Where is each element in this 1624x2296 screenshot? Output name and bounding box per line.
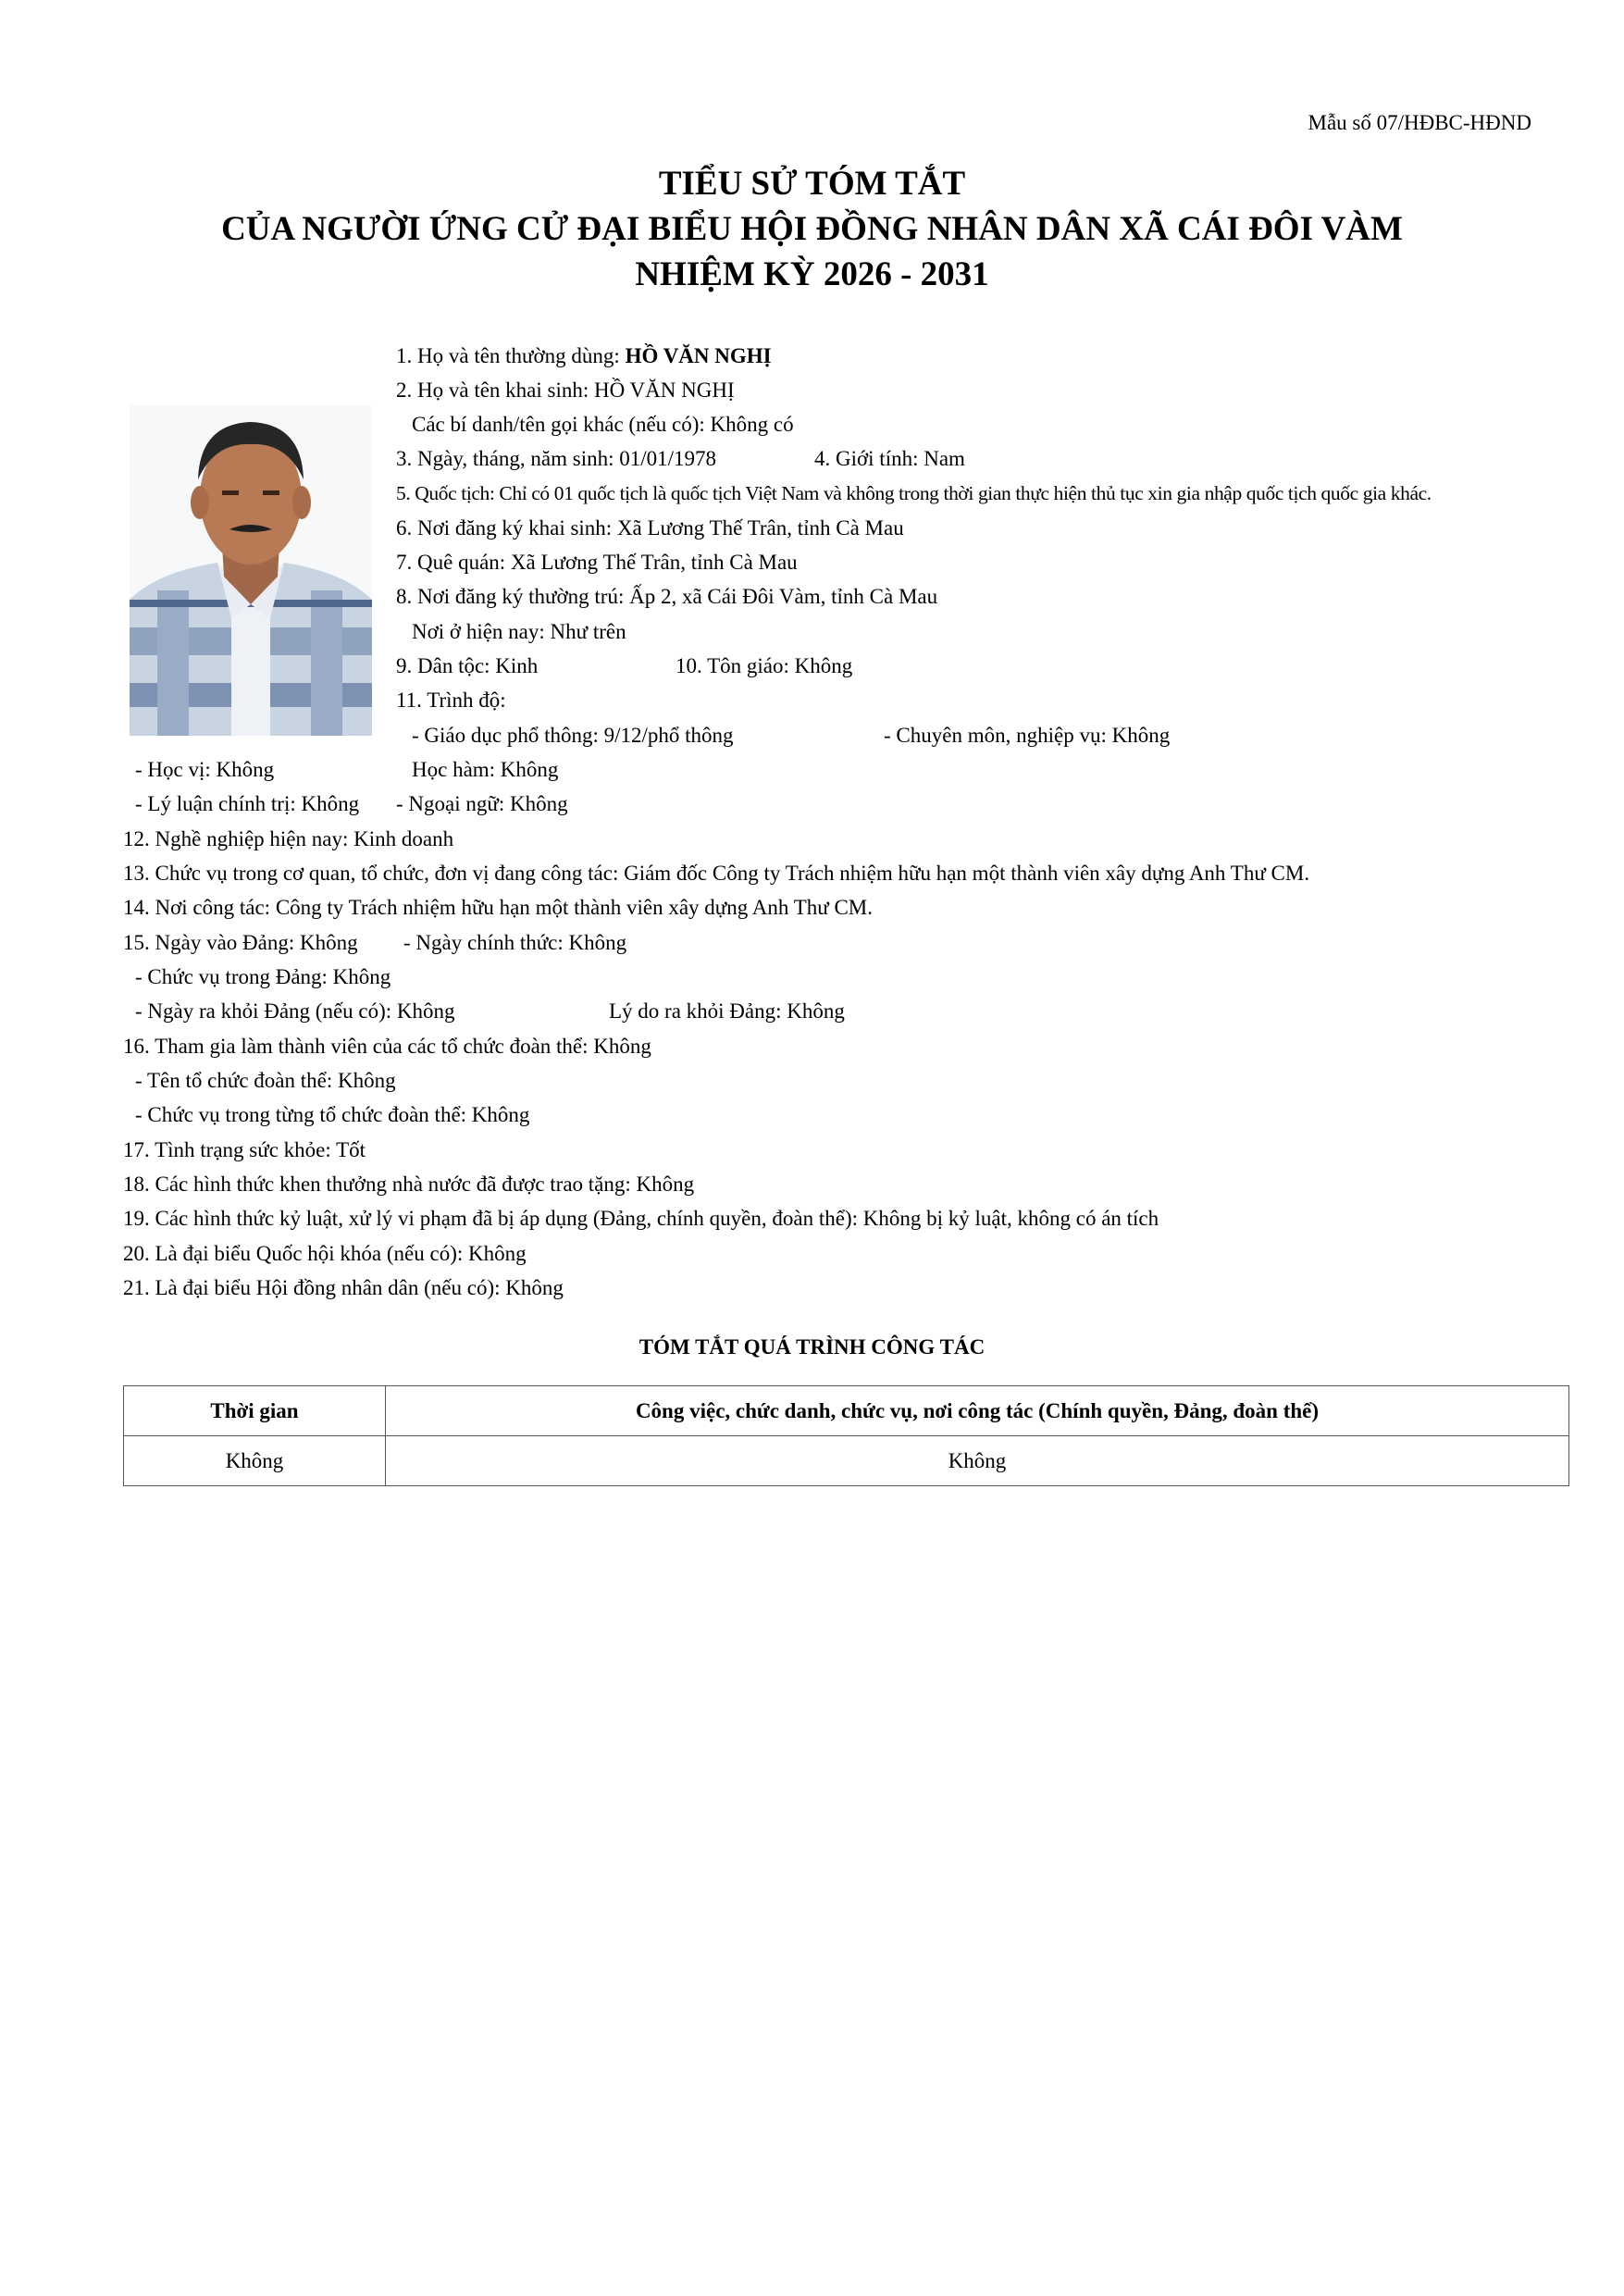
political-theory-line: - Lý luận chính trị: Không xyxy=(135,792,360,815)
academic-title-line: Học hàm: Không xyxy=(412,758,559,781)
religion-line: 10. Tôn giáo: Không xyxy=(676,654,853,677)
candidate-photo xyxy=(130,405,372,736)
column-header-work: Công việc, chức danh, chức vụ, nơi công tác (Chính quyền, Đảng, đoàn thể) xyxy=(386,1386,1569,1436)
awards-line: 18. Các hình thức khen thưởng nhà nước đã được trao tặng: Không xyxy=(123,1173,695,1196)
common-name-line xyxy=(396,344,772,368)
foreign-language-line: - Ngoại ngữ: Không xyxy=(396,792,568,815)
ethnicity-line: 9. Dân tộc: Kinh xyxy=(396,654,539,677)
hometown-line: 7. Quê quán: Xã Lương Thế Trân, tỉnh Cà Mau xyxy=(396,551,798,574)
workplace-line: 14. Nơi công tác: Công ty Trách nhiệm hữu hạn một thành viên xây dựng Anh Thư CM. xyxy=(123,896,873,919)
term-title: NHIỆM KỲ 2026 - 2031 xyxy=(635,255,989,293)
form-number: Mẫu số 07/HĐBC-HĐND xyxy=(1308,111,1531,134)
permanent-residence-line: 8. Nơi đăng ký thường trú: Ấp 2, xã Cái Đôi Vàm, tỉnh Cà Mau xyxy=(396,585,938,608)
current-residence-line: Nơi ở hiện nay: Như trên xyxy=(412,620,626,643)
date-of-birth-line: 3. Ngày, tháng, năm sinh: 01/01/1978 xyxy=(396,447,717,470)
common-name-label: 1. Họ và tên thường dùng: xyxy=(396,344,626,367)
work-history-table xyxy=(123,1385,1569,1486)
position-line: 13. Chức vụ trong cơ quan, tổ chức, đơn vị đang công tác: Giám đốc Công ty Trách nhiệm hữu hạn một thành viên xây dựng Anh Thư CM. xyxy=(123,862,1310,885)
organization-name-line: - Tên tổ chức đoàn thể: Không xyxy=(135,1069,396,1092)
document-subtitle: CỦA NGƯỜI ỨNG CỬ ĐẠI BIỂU HỘI ĐỒNG NHÂN DÂN XÃ CÁI ĐÔI VÀM xyxy=(221,210,1403,248)
occupation-line: 12. Nghề nghiệp hiện nay: Kinh doanh xyxy=(123,827,454,850)
common-name-value: HỒ VĂN NGHỊ xyxy=(625,344,772,367)
gender-line: 4. Giới tính: Nam xyxy=(814,447,965,470)
national-assembly-line: 20. Là đại biểu Quốc hội khóa (nếu có): Không xyxy=(123,1242,527,1265)
table-row xyxy=(124,1436,1569,1486)
discipline-line: 19. Các hình thức kỷ luật, xử lý vi phạm đã bị áp dụng (Đảng, chính quyền, đoàn thể): Không bị kỷ luật, không có án tích xyxy=(123,1207,1159,1230)
peoples-council-line: 21. Là đại biểu Hội đồng nhân dân (nếu có): Không xyxy=(123,1276,564,1299)
party-exit-reason-line: Lý do ra khỏi Đảng: Không xyxy=(609,999,845,1023)
health-line: 17. Tình trạng sức khỏe: Tốt xyxy=(123,1138,366,1161)
organization-position-line: - Chức vụ trong từng tổ chức đoàn thể: Không xyxy=(135,1103,530,1126)
party-position-line: - Chức vụ trong Đảng: Không xyxy=(135,965,391,988)
birth-name-line: 2. Họ và tên khai sinh: HỒ VĂN NGHỊ xyxy=(396,379,735,402)
degree-line: - Học vị: Không xyxy=(135,758,275,781)
birth-registration-line: 6. Nơi đăng ký khai sinh: Xã Lương Thế Trân, tỉnh Cà Mau xyxy=(396,516,904,540)
party-exit-date-line: - Ngày ra khỏi Đảng (nếu có): Không xyxy=(135,999,455,1023)
work-history-title: TÓM TẮT QUÁ TRÌNH CÔNG TÁC xyxy=(638,1335,986,1359)
specialty-line: - Chuyên môn, nghiệp vụ: Không xyxy=(884,724,1171,747)
column-header-time: Thời gian xyxy=(124,1386,386,1436)
education-heading: 11. Trình độ: xyxy=(396,689,506,712)
general-education-line: - Giáo dục phổ thông: 9/12/phổ thông xyxy=(412,724,734,747)
nationality-line: 5. Quốc tịch: Chỉ có 01 quốc tịch là quốc tịch Việt Nam và không trong thời gian thực hiện thủ tục xin gia nhập quốc tịch quốc gia khác. xyxy=(396,482,1432,504)
party-entry-line: 15. Ngày vào Đảng: Không xyxy=(123,931,358,954)
work-cell: Không xyxy=(386,1436,1569,1486)
organizations-line: 16. Tham gia làm thành viên của các tổ chức đoàn thể: Không xyxy=(123,1035,651,1058)
document-title: TIỂU SỬ TÓM TẮT xyxy=(658,165,966,203)
aliases-line: Các bí danh/tên gọi khác (nếu có): Không có xyxy=(412,413,794,436)
party-official-line: - Ngày chính thức: Không xyxy=(403,931,627,954)
table-header-row xyxy=(124,1386,1569,1436)
time-cell: Không xyxy=(124,1436,386,1486)
